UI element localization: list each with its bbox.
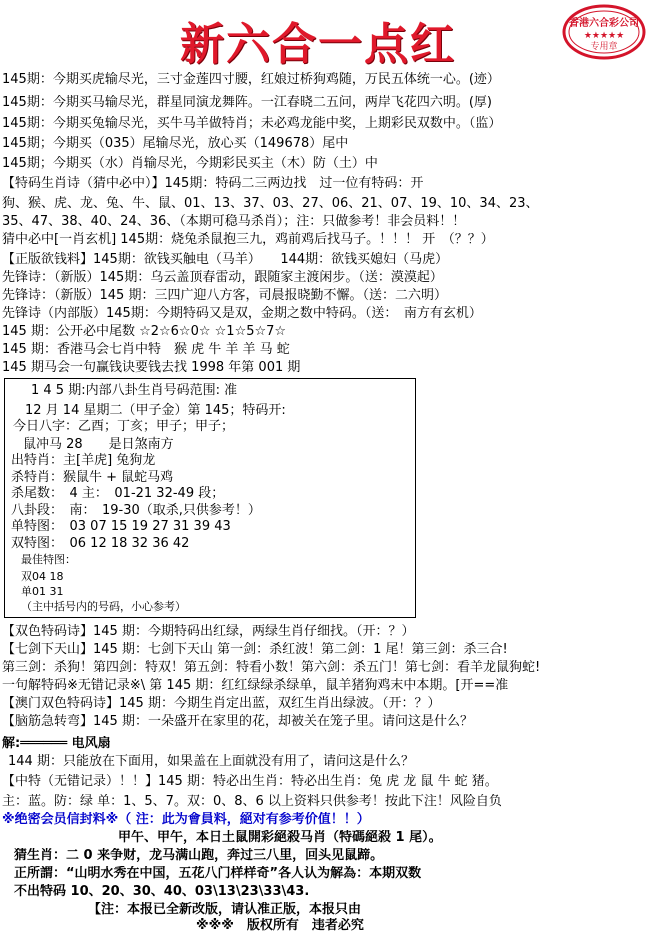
forecast-line: 主：蓝。防：绿 单：1、5、7。双：0、8、6 以上资料只供参考！按此下注！风险自负 [2,794,502,809]
forecast-line: 145期：今期买马输尽光，群星同演龙舞阵。一江春晓二五问，两岸飞花四六明。(厚) [2,95,492,110]
box-line: 12 月 14 星期二（甲子金）第 145；特码开: [25,403,286,418]
forecast-line: 145 期马会一句赢钱诀要钱去找 1998 年第 001 期 [2,360,301,375]
forecast-line: 【特码生肖诗（猜中必中）】145期：特码二三两边找 过一位有特码：开 [2,176,424,191]
forecast-line: 145期：今期买虎输尽光，三寸金莲四寸腰，红娘过桥狗鸡随，万民五体统一心。(迹） [2,72,500,87]
forecast-line: 145期：今期买兔输尽光，买牛马羊做特肖；未必鸡龙能中奖，上期彩民双数中。（监） [2,116,502,131]
forecast-line: 145期；今期买（水）肖输尽光，今期彩民买主（木）防（土）中 [2,156,378,171]
page-title: 新六合一点红 [180,19,456,70]
box-line: 杀尾数： 4 主： 01-21 32-49 段； [11,486,225,501]
forecast-line: 【中特（无错记录）！！】145 期：特必出生肖：特必出生肖：兔 虎 龙 鼠 牛 蛇 猪。 [2,774,498,789]
box-line: 双特图： 06 12 18 32 36 42 [11,536,190,551]
footer-line: 甲午、甲午，本日土鼠開彩絕殺马肖（特碼絕殺 1 尾）。 [118,830,442,845]
member-envelope-heading: ※绝密会员信封料※（ 注：此为會員料，絕对有参考价值！！） [2,812,370,827]
svg-text:★★★★★: ★★★★★ [583,31,625,41]
forecast-line: 145期；今期买（035）尾输尽光，放心买（149678）尾中 [2,136,349,151]
box-line: 1 4 5 期:内部八卦生肖号码范围: 准 [31,383,238,398]
box-line: 最佳特图： [21,553,76,566]
box-line: 单特图： 03 07 15 19 27 31 39 43 [11,519,231,534]
forecast-line: 先锋诗：（新版）145期：乌云盖顶春雷动，跟随家主渡闲步。（送：漠漠起） [2,270,443,285]
box-line: 八卦段： 南： 19-30（取杀,只供参考！） [11,503,261,518]
forecast-line: 35、47、38、40、24、36、（本期可稳马杀肖）；注：只做参考！非会员料！！ [2,214,466,229]
forecast-line: 145 期：香港马会七肖中特 猴 虎 牛 羊 羊 马 蛇 [2,342,290,357]
box-line: 杀特肖：猴鼠牛 + 鼠蛇马鸡 [11,470,174,485]
footer-notice: 【注：本报已全新改版，请认准正版，本报只由 [88,902,362,917]
riddle-answer: 解:══════ 电风扇 [2,736,111,751]
box-line: （主中括号内的号码，小心参考） [21,600,186,613]
forecast-line: 第三剑：杀狗！第四剑：特双！第五剑：特看小数！第六剑：杀五门！第七剑：看羊龙鼠狗蛇! [2,660,541,675]
footer-line: 不出特码 10、20、30、40、03\13\23\33\43. [14,884,310,899]
box-line: 鼠冲马 28 是日煞南方 [23,437,174,452]
footer-line: 正所謂：“山明水秀在中国，五花八门样样奇”各人认为解為：本期双数 [14,866,422,881]
forecast-line: 144 期：只能放在下面用，如果盖在上面就没有用了，请问这是什么？ [8,754,414,769]
box-line: 双04 18 [21,570,64,583]
footer-line: 猜生肖：二 0 来争财，龙马满山跑，奔过三八里，回头见鼠蹄。 [14,848,384,863]
copyright-notice: ※※※ 版权所有 违者必究 [196,918,364,933]
forecast-line: 145 期：公开必中尾数 ☆2☆6☆0☆ ☆1☆5☆7☆ [2,324,287,339]
forecast-line: 狗、猴、虎、龙、兔、牛、鼠、01、13、37、03、27、06、21、07、19、10、34、23、 [2,196,539,211]
company-seal-stamp [562,4,646,60]
box-line: 今日八字：乙酉；丁亥；甲子；甲子； [13,419,235,434]
forecast-line: 【七剑下天山】145 期：七剑下天山 第一剑：杀红波！第二剑：1 尾！第三剑：杀三合! [2,642,508,657]
forecast-line: 猜中必中[一肖玄机] 145期：烧兔杀鼠抱三九，鸡前鸡后找马子。！！！ 开 （？？） [2,232,494,247]
box-line: 出特肖：主[羊虎] 兔狗龙 [11,453,156,468]
bagua-info-box [4,378,416,618]
svg-text:专用章: 专用章 [590,42,618,52]
box-line: 单01 31 [21,585,64,598]
svg-text:香港六合彩公司: 香港六合彩公司 [569,18,639,29]
forecast-line: 【脑筋急转弯】145 期：一朵盛开在家里的花，却被关在笼子里。请问这是什么？ [2,714,473,729]
forecast-line: 【双色特码诗】145 期：今期特码出红绿，两绿生肖仔细找。（开：？） [2,624,415,639]
forecast-line: 【正版欲钱料】145期：欲钱买触电（马羊） 144期：欲钱买媳妇（马虎） [2,252,449,267]
forecast-line: 一句解特码※无错记录※\ 第 145 期：红红绿绿杀绿单，鼠羊猪狗鸡末中本期。[开==准 [2,678,509,693]
forecast-line: 【澳门双色特码诗】145 期：今期生肖定出蓝，双红生肖出绿波。（开：？） [2,696,441,711]
forecast-line: 先锋诗（内部版）145期：今期特码又是双，金期之数中特码。（送： 南方有玄机） [2,306,482,321]
forecast-line: 先锋诗：（新版）145 期：三四广迎八方客，司晨报晓勤不懈。（送：二六明） [2,288,447,303]
